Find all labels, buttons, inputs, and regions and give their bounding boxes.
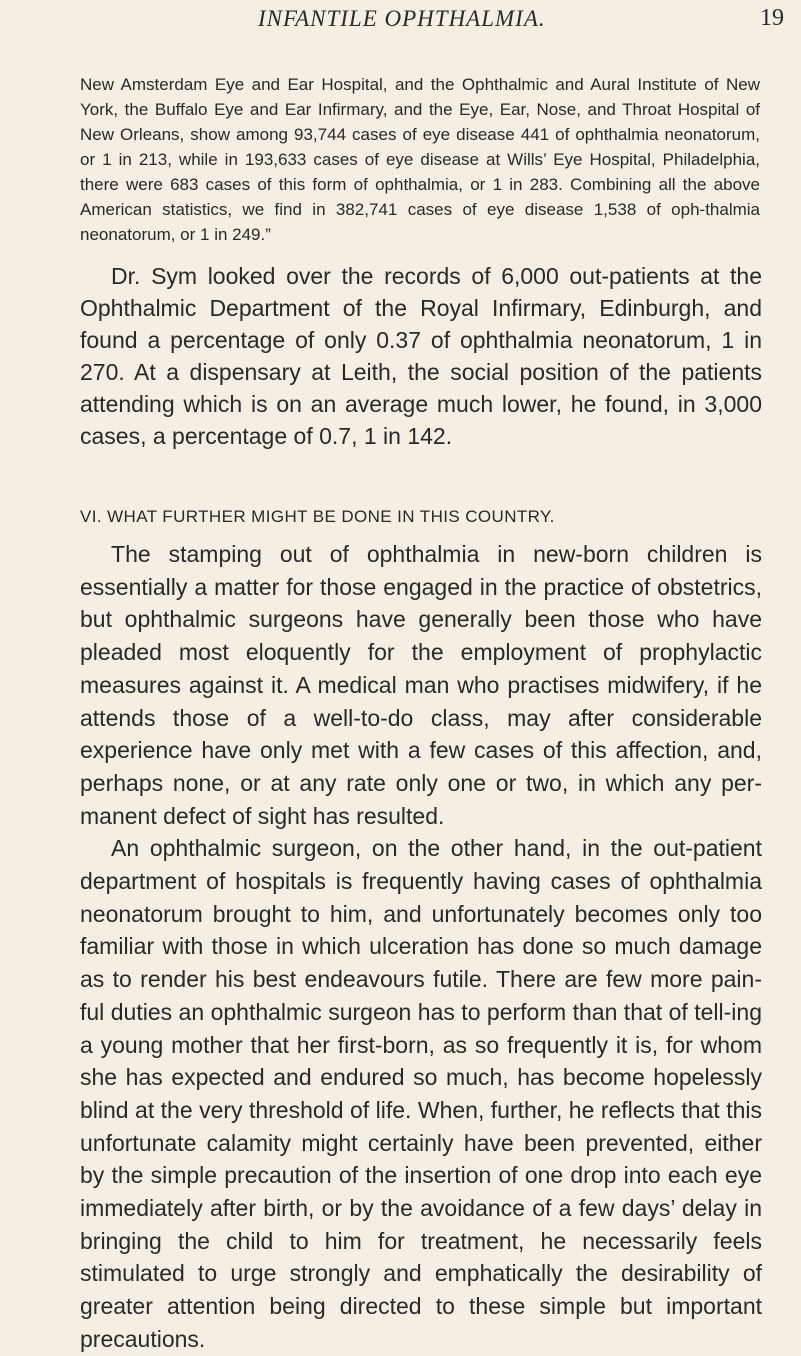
stamping-out-paragraph: The stamping out of ophthalmia in new-born children is essentially a matter for those engaged in the practice of obstetrics, but ophthalmic surgeons have generally been those who have pleaded most eloquently for the employment of prophylactic measures against it. A medical man who practises midwifery, if he attends those of a well-to-do class, may after considerable experience have only met with a few cases of this affection, and, perhaps none, or at any rate only one or two, in which any per-manent defect of sight has resulted. (80, 541, 762, 829)
ophthalmic-surgeon-paragraph: An ophthalmic surgeon, on the other hand, in the out-patient department of hospitals is frequently having cases of ophthalmia neonatorum brought to him, and unfortunately becomes only too familiar with those in which ulceration has done so much damage as to render his best endeavours futile. There are few more pain-ful duties an ophthalmic surgeon has to perform than that of tell-ing a young mother that her first-born, as so frequently it is, for whom she has expected and endured so much, has become hopelessly blind at the very threshold of life. When, further, he reflects that this unfortunate calamity might certainly have been prevented, either by the simple precaution of the insertion of one drop into each eye immediately after birth, or by the avoidance of a few days’ delay in bringing the child to him for treatment, he necessarily feels stimulated to urge strongly and emphatically the desirability of greater attention being directed to these simple but important precautions. (80, 835, 762, 1352)
quoted-statistics-paragraph: New Amsterdam Eye and Ear Hospital, and the Ophthalmic and Aural Institute of New York, the Buffalo Eye and Ear Infirmary, and the Eye, Ear, Nose, and Throat Hospital of New Orleans, show among 93,744 cases of eye disease 441 of ophthalmia neonatorum, or 1 in 213, while in 193,633 cases of eye disease at Wills’ Eye Hospital, Philadelphia, there were 683 cases of this form of ophthalmia, or 1 in 283. Combining all the above American statistics, we find in 382,741 cases of eye disease 1,538 of oph-thalmia neonatorum, or 1 in 249.” (80, 75, 760, 244)
section-body (80, 538, 762, 1356)
running-title: INFANTILE OPHTHALMIA. (258, 6, 546, 31)
running-header (0, 0, 801, 40)
quoted-statistics-block (80, 72, 760, 247)
section-heading: VI. WHAT FURTHER MIGHT BE DONE IN THIS COUNTRY. (80, 507, 555, 526)
sym-records-block (80, 260, 762, 452)
page-number: 19 (760, 5, 784, 31)
sym-records-paragraph: Dr. Sym looked over the records of 6,000 out-patients at the Ophthalmic Department of the Royal Infirmary, Edinburgh, and found a percentage of only 0.37 of ophthalmia neonatorum, 1 in 270. At a dispensary at Leith, the social position of the patients attending which is on an average much lower, he found, in 3,000 cases, a percentage of 0.7, 1 in 142. (80, 263, 762, 449)
